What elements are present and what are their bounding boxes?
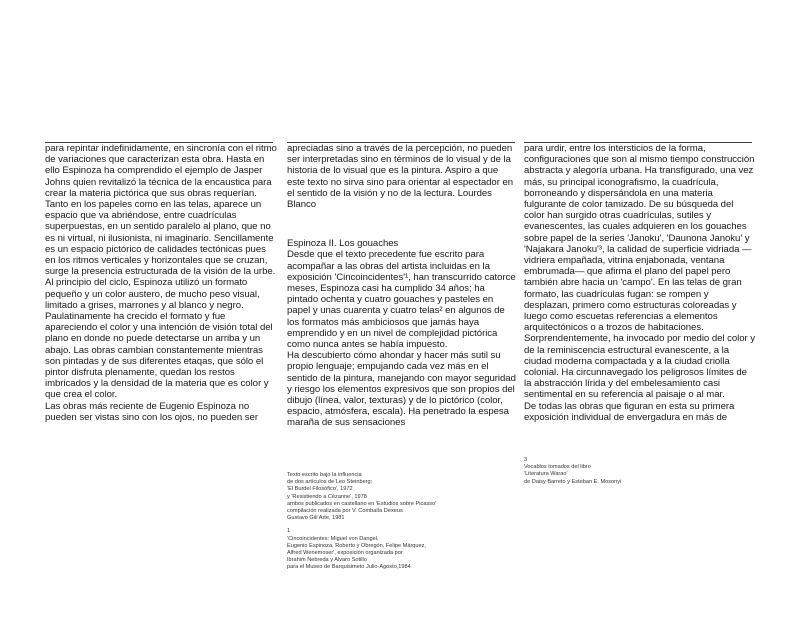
- footnote-line: de dos artículos de Leo Steinberg:: [287, 479, 373, 486]
- footnote-line: compilación realizada por V. Combalía Dexeus: [287, 508, 403, 515]
- section-heading: Espinoza II. Los gouaches: [287, 238, 399, 250]
- footnote-line: Vocablos tomados del libro: [524, 464, 591, 471]
- footnote-line: Ibrahim Nebreda y Alvaro Sotillo: [287, 557, 367, 564]
- paragraph: De todas las obras que figuran en esta su primera exposición individual de envergadura en más de: [524, 400, 735, 423]
- footnote-line: y 'Resistiendo a Cézanne', 1978: [287, 493, 367, 500]
- footnotes-middle: [287, 472, 517, 572]
- footnote-line: para el Museo de Barquisimeto Julio-Agosto,1984: [287, 564, 411, 571]
- text-column-3: [524, 143, 756, 423]
- footnote-line: 'Cincoincidentes: Miguel von Dangel,: [287, 535, 379, 542]
- footnotes-right: [524, 457, 754, 486]
- paragraph: Las obras más reciente de Eugenio Espinoza no pueden ser vistas sino con los ojos, no pueden ser: [45, 400, 258, 423]
- paragraph: apreciadas sino a través de la percepción, no pueden ser interpretadas sino en términos de lo visual y de la historia de lo visual que es la pintura. Aspiro a que este texto no sirva sino para orientar al espectador en el sentido de la visión y no de la lectura. Lourdes Blanco: [287, 143, 514, 211]
- footnote-line: Alfred Wenemoser', exposición organizada por: [287, 550, 403, 557]
- text-column-1: [45, 143, 277, 423]
- footnote-line: 'El Burdel Filosófico', 1972: [287, 486, 353, 493]
- footnote-line: 'Literatura Warao': [524, 471, 568, 478]
- footnote-line: ambos publicados en castellano en 'Estudios sobre Picasso': [287, 500, 437, 507]
- footnote-line: Texto escrito bajo la influencia: [287, 472, 362, 478]
- paragraph: para repintar indefinidamente, en sincronía con el ritmo de variaciones que caracterizan esta obra. Hasta en ello Espinoza ha comprendido el ejemplo de Jasper Johns quien revitalizó la técnica de la encaustica para crear la materia pictórica que sus obras requerían. Tanto en los papeles como en las telas, aparece un espacio que va abriéndose, entre cuadrículas superpuestas, en un sentido paralelo al plano, que no es ni virtual, ni ilusionista, ni imaginario. Sencillamente es un espacio pictórico de calidades tectónicas pues en los ritmos verticales y horizontales que se cruzan, surge la presencia estructurada de la visión de la urbe. Al principio del ciclo, Espinoza utilizó un formato pequeño y un color austero, de mucho peso visual, limitado a grises, marrones y al blanco y negro. Paulatinamente ha crecido el formato y fue apareciendo el color y una intención de visión total del plano en donde no puede detectarse un arriba y un abajo. Las obras cambian constantemente mientras son pintadas y de sus diferentes etaqas, que sólo el pintor disfruta plenamente, quedan los restos imbricados y la densidad de la materia que es color y que crea el color.: [45, 143, 277, 401]
- footnote-line: de Daisy Barreto y Esteban E. Mosonyi: [524, 478, 622, 485]
- text-column-2: [287, 143, 517, 429]
- paragraph: para urdir, entre los intersticios de la forma, configuraciones que son al mismo tiempo construcción abstracta y alegoría urbana. Ha transfigurado, una vez más, su principal iconografismo, la cuadrícula, borroneando y dispersándola en una materia fulgurante de color tamizado. De su búsqueda del color han surgido otras cuadrículas, sutiles y evanescentes, las cuales adquieren en los gouaches sobre papel de la series 'Janoku', 'Daunona Janoku' y 'Najakara Janoku'³, la calidad de superficie vidriada —vidriera empañada, vitrina enjabonada, ventana embrumada— que afirma el plano del papel pero también abre hacia un 'campo'. En las telas de gran formato, las cuadrículas fugan: se rompen y desplazan, primero como estructuras coloreadas y luego como escuetas referencias a elementos arquitectónicos o a trozos de habitaciones. Sorprendentemente, ha invocado por medio del color y de la reminiscencia estructural evanescente, a la ciudad moderna compactada y a la ciudad criolla colonial. Ha circunnavegado los peligrosos límites de la abstracción lírida y del embelesamiento casi sentimental en su referencia al paisaje o al mar.: [524, 143, 755, 401]
- paragraph: Ha descubierto cómo ahondar y hacer más sutil su propio lenguaje; empujando cada vez más en el sentido de la pintura, manejando con mayor seguridad y riesgo los elementos expresivos que son propios del dibujo (línea, valor, texturas) y de lo pictórico (color, espacio, atmósfera, escala). Ha penetrado la espesa maraña de sus sensaciones: [287, 350, 516, 429]
- footnote-number: 1: [287, 528, 291, 535]
- footnote-number: 3: [524, 457, 528, 463]
- footnote-line: Gustavo Gili Arte, 1981: [287, 515, 345, 522]
- footnote-line: Eugenio Espinoza, Roberto y Obregón, Felipe Márquez,: [287, 542, 426, 549]
- paragraph: Desde que el texto precedente fue escrito para acompañar a las obras del artista incluidas en la exposición 'Cincoincidentes'¹, han transcurrido catorce meses, Espinoza casi ha cumplido 34 años; ha pintado ochenta y cuatro gouaches y pasteles en papel y unas cuarenta y cuatro telas² en algunos de los formatos más ambiciosos que jamás haya emprendido y en un nivel de complejidad pictórica como nunca antes se había impuesto.: [287, 249, 516, 351]
